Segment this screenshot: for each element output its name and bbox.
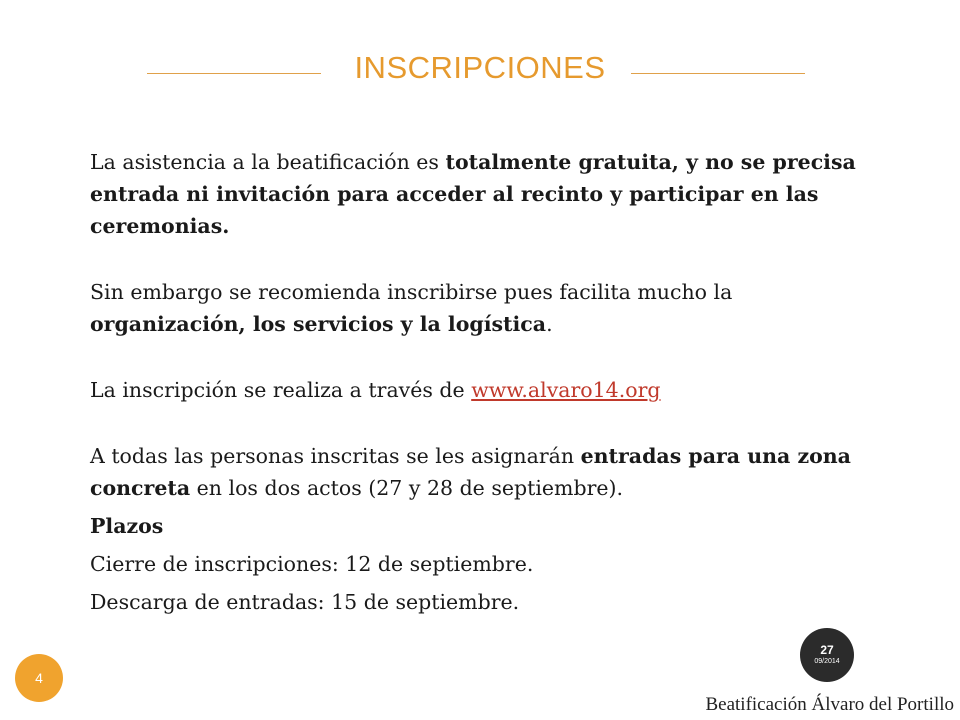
spacer [90,242,880,276]
date-badge-day: 27 [820,643,834,657]
page-number-badge [15,654,63,702]
paragraph-free-attendance [90,146,880,242]
date-badge-month: 09/2014 [814,658,840,665]
paragraph-emphasis: totalmente gratuita, y no se precisa entrada ni invitación para acceder al recinto y participar en las ceremonias. [90,150,856,238]
paragraph-text: La asistencia a la beatificación es [90,150,446,174]
registration-link[interactable]: www.alvaro14.org [471,378,661,402]
paragraph-emphasis: organización, los servicios y la logística [90,312,547,336]
slide-title: INSCRIPCIONES [354,50,606,85]
paragraph-text: Sin embargo se recomienda inscribirse pues facilita mucho la [90,280,733,304]
paragraph-text-end: en los dos actos (27 y 28 de septiembre). [190,476,624,500]
slide-body [90,146,880,618]
paragraph-text-end: . [546,312,553,336]
paragraph-text: A todas las personas inscritas se les asignarán [90,444,581,468]
paragraph-registration-link [90,374,880,406]
date-badge [800,628,854,682]
paragraph-tickets [90,440,880,504]
footer-brand: Beatificación Álvaro del Portillo [705,694,954,715]
spacer [90,340,880,374]
paragraph-recommendation [90,276,880,340]
paragraph-emphasis: entradas para una zona concreta [90,444,851,500]
deadline-ticket-download: Descarga de entradas: 15 de septiembre. [90,590,520,614]
spacer [90,406,880,440]
page-number: 4 [35,670,43,686]
paragraph-text: La inscripción se realiza a través de [90,378,472,402]
plazos-heading: Plazos [90,514,164,538]
deadline-registration: Cierre de inscripciones: 12 de septiembre. [90,552,534,576]
